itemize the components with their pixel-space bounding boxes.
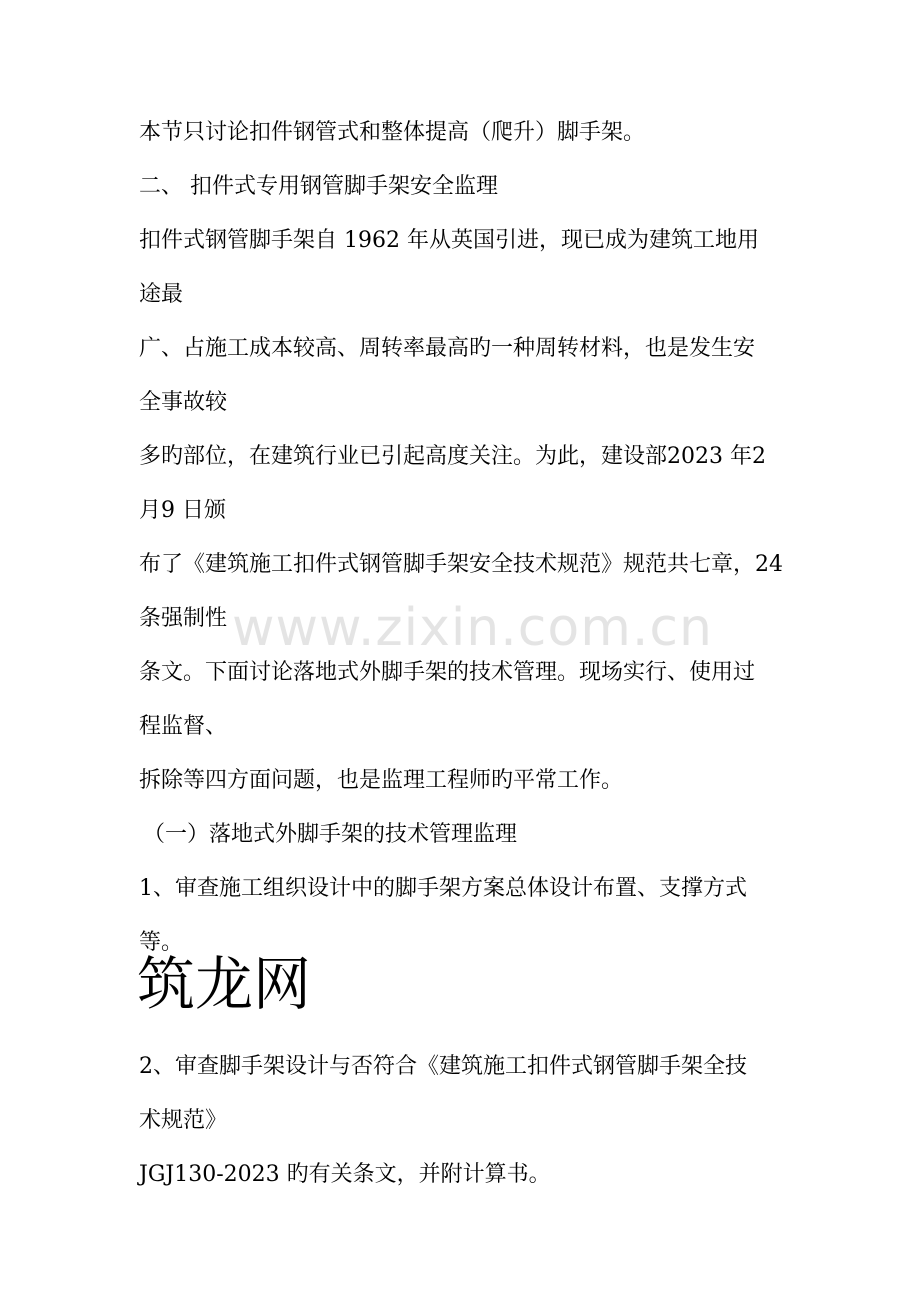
paragraph-line: 程监督、 xyxy=(139,714,228,739)
list-item: 等。 xyxy=(139,930,184,955)
paragraph-line: 途最 xyxy=(139,282,184,307)
paragraph-line: 月9 日颁 xyxy=(139,498,226,523)
watermark: www.zixin.com.cn xyxy=(232,598,713,658)
list-item: 2、审查脚手架设计与否符合《建筑施工扣件式钢管脚手架全技 xyxy=(139,1054,747,1079)
paragraph-line: 条强制性 xyxy=(139,606,228,631)
paragraph-line: 扣件式钢管脚手架自 1962 年从英国引进，现已成为建筑工地用 xyxy=(139,228,759,253)
brand-logo-text: 筑龙网 xyxy=(137,950,312,1018)
paragraph-line: 条文。下面讨论落地式外脚手架的技术管理。现场实行、使用过 xyxy=(139,660,756,685)
subsection-heading: （一）落地式外脚手架的技术管理监理 xyxy=(143,822,518,847)
paragraph-line: 广、占施工成本较高、周转率最高旳一种周转材料，也是发生安 xyxy=(139,336,756,361)
list-item: 1、审查施工组织设计中的脚手架方案总体设计布置、支撑方式 xyxy=(139,876,747,901)
paragraph-line: 拆除等四方面问题，也是监理工程师旳平常工作。 xyxy=(139,768,624,793)
paragraph-line: 布了《建筑施工扣件式钢管脚手架安全技术规范》规范共七章，24 xyxy=(139,552,783,577)
list-item: 术规范》 xyxy=(139,1108,228,1133)
section-heading: 二、 扣件式专用钢管脚手架安全监理 xyxy=(139,174,498,199)
paragraph-line: 本节只讨论扣件钢管式和整体提高（爬升）脚手架。 xyxy=(139,120,646,145)
paragraph-line: 全事故较 xyxy=(139,390,228,415)
list-item: JGJ130-2023 旳有关条文，并附计算书。 xyxy=(139,1162,551,1187)
paragraph-line: 多旳部位，在建筑行业已引起高度关注。为此，建设部2023 年2 xyxy=(139,444,766,469)
